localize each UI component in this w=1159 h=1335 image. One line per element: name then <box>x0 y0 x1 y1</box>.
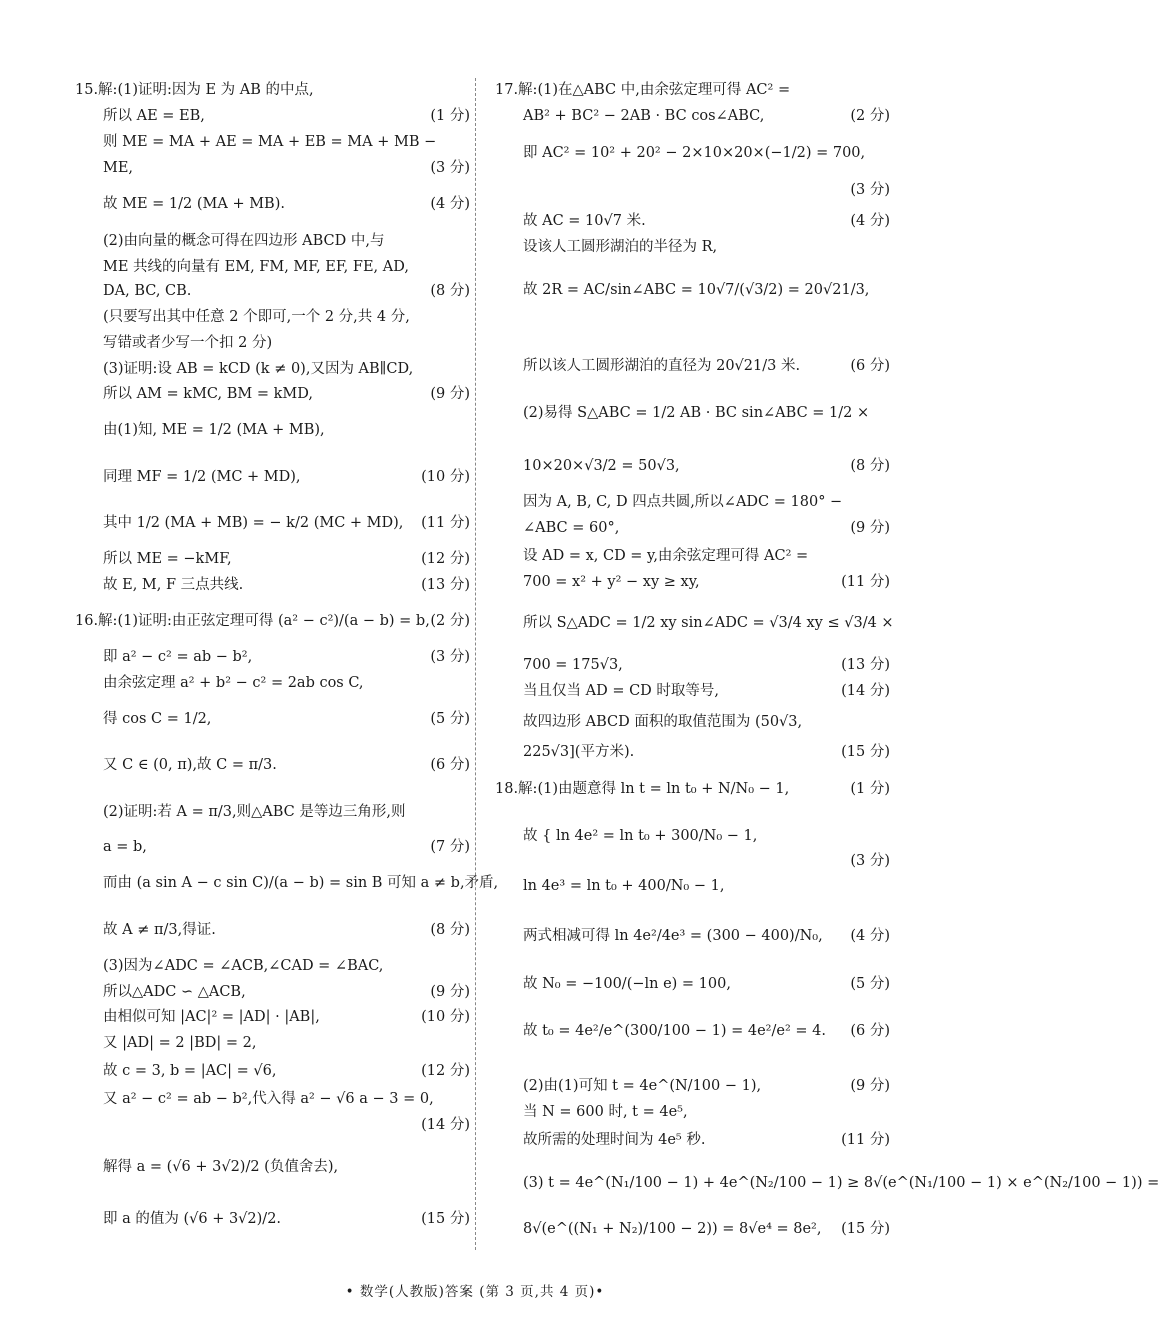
right-line <box>495 779 890 799</box>
line-text: (2)由(1)可知 t = 4e^(N/100 − 1), <box>523 1078 762 1094</box>
score-points: (3 分) <box>430 649 470 665</box>
right-line <box>495 1102 890 1122</box>
line-text: 即 a² − c² = ab − b², <box>103 649 253 665</box>
line-text: ∠ABC = 60°, <box>523 520 620 536</box>
line-text: 当 N = 600 时, t = 4e⁵, <box>523 1104 688 1120</box>
left-line <box>75 837 470 857</box>
left-line <box>75 1033 470 1053</box>
line-text: 其中 1/2 (MA + MB) = − k/2 (MC + MD), <box>103 515 404 531</box>
line-text: 故 2R = AC/sin∠ABC = 10√7/(√3/2) = 20√21/3, <box>523 282 870 298</box>
right-line <box>495 356 890 376</box>
line-text: 得 cos C = 1/2, <box>103 711 212 727</box>
line-text: 15.解:(1)证明:因为 E 为 AB 的中点, <box>75 82 314 98</box>
right-line <box>495 403 890 423</box>
left-line <box>75 307 470 327</box>
score-points: (5 分) <box>430 711 470 727</box>
right-line <box>495 851 890 871</box>
left-line <box>75 920 470 940</box>
score-points: (5 分) <box>850 976 890 992</box>
column-divider <box>475 78 476 1250</box>
right-line <box>495 180 890 200</box>
score-points: (11 分) <box>841 1132 890 1148</box>
score-points: (9 分) <box>850 1078 890 1094</box>
line-text: 而由 (a sin A − c sin C)/(a − b) = sin B 可知 a ≠ b,矛盾, <box>103 875 499 891</box>
line-text: 所以 AM = kMC, BM = kMD, <box>103 386 313 402</box>
line-text: 即 a 的值为 (√6 + 3√2)/2. <box>103 1211 282 1227</box>
line-text: (2)易得 S△ABC = 1/2 AB · BC sin∠ABC = 1/2 × <box>523 405 870 421</box>
score-points: (4 分) <box>850 928 890 944</box>
right-line <box>495 1021 890 1041</box>
score-points: (6 分) <box>430 757 470 773</box>
right-line <box>495 1219 890 1239</box>
line-text: 故所需的处理时间为 4e⁵ 秒. <box>523 1132 706 1148</box>
score-points: (14 分) <box>841 683 890 699</box>
left-line <box>75 384 470 404</box>
right-line <box>495 211 890 231</box>
left-line <box>75 673 470 693</box>
left-line <box>75 80 470 100</box>
score-points: (10 分) <box>421 1009 470 1025</box>
line-text: 设该人工圆形湖泊的半径为 R, <box>523 239 718 255</box>
line-text: (只要写出其中任意 2 个即可,一个 2 分,共 4 分, <box>103 309 410 325</box>
line-text: 故 E, M, F 三点共线. <box>103 577 244 593</box>
right-line <box>495 80 890 100</box>
line-text: 225√3](平方米). <box>523 744 635 760</box>
line-text: (3) t = 4e^(N₁/100 − 1) + 4e^(N₂/100 − 1) ≥ 8√(e^(N₁/100 − 1) × e^(N₂/100 − 1)) = <box>523 1175 1159 1191</box>
line-text: ME 共线的向量有 EM, FM, MF, EF, FE, AD, <box>103 259 409 275</box>
right-line <box>495 926 890 946</box>
score-points: (15 分) <box>421 1211 470 1227</box>
line-text: 由余弦定理 a² + b² − c² = 2ab cos C, <box>103 675 364 691</box>
left-line <box>75 1209 470 1229</box>
left-line <box>75 467 470 487</box>
line-text: 两式相减可得 ln 4e²/4e³ = (300 − 400)/N₀, <box>523 928 823 944</box>
left-line <box>75 611 470 631</box>
line-text: 故 N₀ = −100/(−ln e) = 100, <box>523 976 731 992</box>
line-text: 由(1)知, ME = 1/2 (MA + MB), <box>103 422 325 438</box>
score-points: (11 分) <box>841 574 890 590</box>
right-line <box>495 237 890 257</box>
left-line <box>75 575 470 595</box>
left-line <box>75 281 470 301</box>
line-text: DA, BC, CB. <box>103 283 192 299</box>
left-line <box>75 513 470 533</box>
score-points: (3 分) <box>430 160 470 176</box>
score-points: (3 分) <box>850 182 890 198</box>
line-text: 解得 a = (√6 + 3√2)/2 (负值舍去), <box>103 1159 339 1175</box>
line-text: 写错或者少写一个扣 2 分) <box>103 335 273 351</box>
line-text: 700 = 175√3, <box>523 657 623 673</box>
right-line <box>495 681 890 701</box>
line-text: (2)证明:若 A = π/3,则△ABC 是等边三角形,则 <box>103 804 406 820</box>
score-points: (9 分) <box>850 520 890 536</box>
left-line <box>75 1007 470 1027</box>
score-points: (6 分) <box>850 358 890 374</box>
score-points: (2 分) <box>430 613 470 629</box>
right-line <box>495 1130 890 1150</box>
line-text: 8√(e^((N₁ + N₂)/100 − 2)) = 8√e⁴ = 8e², <box>523 1221 822 1237</box>
line-text: 设 AD = x, CD = y,由余弦定理可得 AC² = <box>523 548 809 564</box>
line-text: 10×20×√3/2 = 50√3, <box>523 458 680 474</box>
score-points: (6 分) <box>850 1023 890 1039</box>
line-text: a = b, <box>103 839 147 855</box>
left-line <box>75 956 470 976</box>
left-line <box>75 420 470 440</box>
score-points: (1 分) <box>850 781 890 797</box>
line-text: 故 AC = 10√7 米. <box>523 213 646 229</box>
left-line <box>75 709 470 729</box>
line-text: 故 ME = 1/2 (MA + MB). <box>103 196 285 212</box>
right-line <box>495 876 890 896</box>
score-points: (4 分) <box>850 213 890 229</box>
left-line <box>75 231 470 251</box>
line-text: 所以△ADC ∽ △ACB, <box>103 984 246 1000</box>
line-text: 又 C ∈ (0, π),故 C = π/3. <box>103 757 277 773</box>
line-text: 18.解:(1)由题意得 ln t = ln t₀ + N/N₀ − 1, <box>495 781 790 797</box>
line-text: 由相似可知 |AC|² = |AD| · |AB|, <box>103 1009 320 1025</box>
right-line <box>495 492 890 512</box>
score-points: (10 分) <box>421 469 470 485</box>
line-text: 故 t₀ = 4e²/e^(300/100 − 1) = 4e²/e² = 4. <box>523 1023 826 1039</box>
line-text: 又 a² − c² = ab − b²,代入得 a² − √6 a − 3 = 0, <box>103 1091 434 1107</box>
right-line <box>495 655 890 675</box>
left-line <box>75 755 470 775</box>
score-points: (15 分) <box>841 1221 890 1237</box>
line-text: (3)证明:设 AB = kCD (k ≠ 0),又因为 AB∥CD, <box>103 361 414 377</box>
left-line <box>75 1115 470 1135</box>
right-line <box>495 106 890 126</box>
line-text: 故 A ≠ π/3,得证. <box>103 922 216 938</box>
right-line <box>495 826 890 846</box>
left-line <box>75 873 499 893</box>
left-line <box>75 1157 470 1177</box>
score-points: (12 分) <box>421 551 470 567</box>
score-points: (13 分) <box>841 657 890 673</box>
left-line <box>75 257 470 277</box>
right-line <box>495 456 890 476</box>
line-text: 所以 S△ADC = 1/2 xy sin∠ADC = √3/4 xy ≤ √3/4 × <box>523 615 894 631</box>
score-points: (13 分) <box>421 577 470 593</box>
page-footer: • 数学(人教版)答案 (第 3 页,共 4 页)• <box>345 1284 605 1300</box>
line-text: 所以 AE = EB, <box>103 108 205 124</box>
right-line <box>495 518 890 538</box>
score-points: (4 分) <box>430 196 470 212</box>
score-points: (9 分) <box>430 386 470 402</box>
line-text: 当且仅当 AD = CD 时取等号, <box>523 683 720 699</box>
score-points: (12 分) <box>421 1063 470 1079</box>
line-text: 故四边形 ABCD 面积的取值范围为 (50√3, <box>523 714 803 730</box>
left-line <box>75 132 470 152</box>
line-text: ln 4e³ = ln t₀ + 400/N₀ − 1, <box>523 878 725 894</box>
line-text: ME, <box>103 160 134 176</box>
score-points: (1 分) <box>430 108 470 124</box>
score-points: (15 分) <box>841 744 890 760</box>
score-points: (8 分) <box>850 458 890 474</box>
line-text: 则 ME = MA + AE = MA + EB = MA + MB − <box>103 134 437 150</box>
right-line <box>495 1173 1159 1193</box>
right-line <box>495 613 894 633</box>
line-text: 所以 ME = −kMF, <box>103 551 232 567</box>
line-text: (2)由向量的概念可得在四边形 ABCD 中,与 <box>103 233 385 249</box>
right-line <box>495 1076 890 1096</box>
line-text: AB² + BC² − 2AB · BC cos∠ABC, <box>523 108 765 124</box>
score-points: (9 分) <box>430 984 470 1000</box>
right-line <box>495 742 890 762</box>
line-text: (3)因为∠ADC = ∠ACB,∠CAD = ∠BAC, <box>103 958 384 974</box>
line-text: 17.解:(1)在△ABC 中,由余弦定理可得 AC² = <box>495 82 791 98</box>
line-text: 即 AC² = 10² + 20² − 2×10×20×(−1/2) = 700, <box>523 145 866 161</box>
left-line <box>75 1089 470 1109</box>
right-line <box>495 974 890 994</box>
line-text: 故 c = 3, b = |AC| = √6, <box>103 1063 277 1079</box>
line-text: 所以该人工圆形湖泊的直径为 20√21/3 米. <box>523 358 801 374</box>
left-line <box>75 1061 470 1081</box>
score-points: (14 分) <box>421 1117 470 1133</box>
score-points: (11 分) <box>421 515 470 531</box>
line-text: 16.解:(1)证明:由正弦定理可得 (a² − c²)/(a − b) = b, <box>75 613 430 629</box>
left-line <box>75 802 470 822</box>
left-line <box>75 106 470 126</box>
left-line <box>75 194 470 214</box>
left-line <box>75 982 470 1002</box>
score-points: (8 分) <box>430 283 470 299</box>
score-points: (8 分) <box>430 922 470 938</box>
score-points: (3 分) <box>850 853 890 869</box>
right-line <box>495 572 890 592</box>
line-text: 因为 A, B, C, D 四点共圆,所以∠ADC = 180° − <box>523 494 843 510</box>
right-line <box>495 280 890 300</box>
left-line <box>75 549 470 569</box>
line-text: 700 = x² + y² − xy ≥ xy, <box>523 574 700 590</box>
left-line <box>75 333 470 353</box>
score-points: (2 分) <box>850 108 890 124</box>
left-line <box>75 359 470 379</box>
line-text: 故 { ln 4e² = ln t₀ + 300/N₀ − 1, <box>523 828 758 844</box>
right-line <box>495 546 890 566</box>
line-text: 又 |AD| = 2 |BD| = 2, <box>103 1035 257 1051</box>
line-text: 同理 MF = 1/2 (MC + MD), <box>103 469 301 485</box>
right-line <box>495 712 890 732</box>
left-line <box>75 647 470 667</box>
score-points: (7 分) <box>430 839 470 855</box>
left-line <box>75 158 470 178</box>
right-line <box>495 143 890 163</box>
